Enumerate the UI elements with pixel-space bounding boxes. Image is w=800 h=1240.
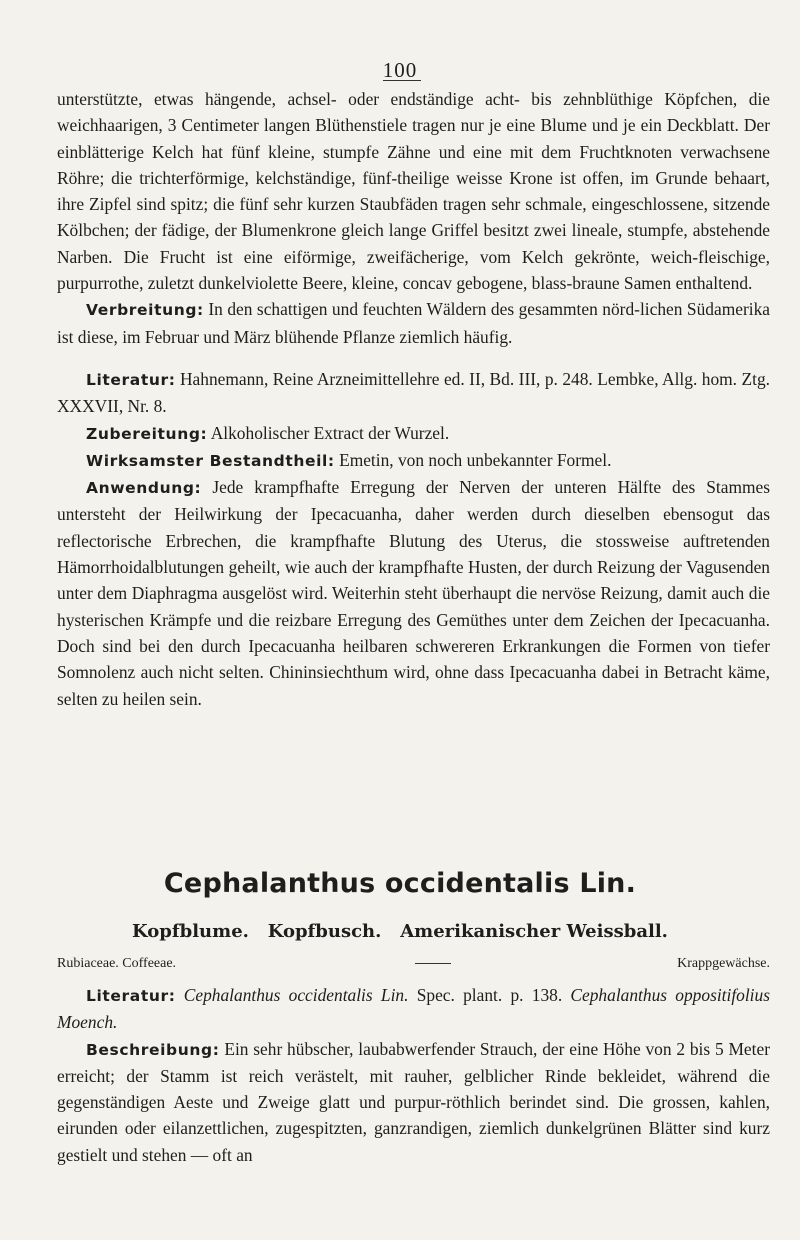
plant-title: Cephalanthus occidentalis Lin. <box>163 868 637 899</box>
page-number-rule <box>383 80 421 81</box>
cephalanthus-literatur-italic-a: Cephalanthus occidentalis Lin. <box>183 985 409 1005</box>
verbreitung-text: In den schattigen und feuchten Wäldern des gesammten nörd-lichen Südamerika ist diese, im Februar und März blühende Pflanze ziemlich häufig. <box>57 299 770 347</box>
page-number: 100 <box>382 58 418 82</box>
family-latin: Rubiaceae. Coffeeae. <box>57 956 177 971</box>
cephalanthus-literatur-text-a <box>176 985 184 1005</box>
zubereitung-label: Zubereitung: <box>86 424 208 443</box>
beschreibung-label: Beschreibung: <box>86 1040 220 1059</box>
family-row <box>57 956 770 978</box>
description-paragraph: unterstützte, etwas hängende, achsel- oder endständige acht- bis zehnblüthige Köpfchen, die weichhaarigen, 3 Centimeter langen Blüthenstiele tragen nur je eine Blume und je ein Deckblatt. Der einblätterige Kelch hat fünf kleine, stumpfe Zähne und eine mit dem Fruchtknoten verwachsene Röhre; die trichterförmige, kelchständige, fünf-theilige weisse Krone ist offen, im Grunde behaart, ihre Zipfel sind spitz; die fünf sehr kurzen Staubfäden tragen sehr schmale, eingeschlossene, sitzende Kölbchen; der fädige, der Blumenkrone gleich lange Griffel besitzt zwei lineale, stumpfe, abstehende Narben. Die Frucht ist eine eiförmige, zweifächerige, vom Kelch gekrönte, weich-fleischige, purpurrothe, zuletzt dunkelviolette Beere, kleine, concav gebogene, blass-braune Samen enthaltend. <box>57 89 770 294</box>
literatur-label: Literatur: <box>86 371 176 389</box>
ipecacuanha-sections <box>57 366 770 712</box>
literatur-text: Hahnemann, Reine Arzneimittellehre ed. II, Bd. III, p. 248. Lembke, Allg. hom. Ztg. XXXVII, Nr. 8. <box>57 369 770 417</box>
anwendung-paragraph <box>57 474 770 712</box>
bestandtheil-text: Emetin, von noch unbekannter Formel. <box>334 449 612 470</box>
cephalanthus-sections <box>57 982 770 1168</box>
zubereitung-paragraph <box>57 420 770 447</box>
plant-subtitle: Kopfblume. Kopfbusch. Amerikanischer Weissball. <box>132 921 668 942</box>
beschreibung-text: Ein sehr hübscher, laubabwerfender Strauch, der eine Höhe von 2 bis 5 Meter erreicht; der Stamm ist reich verästelt, mit rauher, gelblicher Rinde bekleidet, während die gegenständigen Aeste und Zweige glatt und purpur-röthlich berindet sind. Die grossen, kahlen, eirunden oder eilanzettlichen, zugespitzten, ganzrandigen, ziemlich dunkelgrünen Blätter sind kurz gestielt und stehen — oft an <box>57 1038 770 1165</box>
verbreitung-paragraph <box>57 296 770 350</box>
anwendung-label: Anwendung: <box>86 479 202 498</box>
anwendung-text: Jede krampfhafte Erregung der Nerven der unteren Hälfte des Stammes untersteht der Heilwirkung der Ipecacuanha, daher werden durch dieselben ebensogut das reflectorische Erbrechen, die krampfhafte Blutung des Uterus, die stossweise auftretenden Hämorrhoidalblutungen geheilt, wie auch der krampfhafte Husten, der durch Reizung der Vagusenden unter dem Diaphragma ausgelöst wird. Weiterhin steht überhaupt die nervöse Reizung, damit auch die hysterischen Krämpfe und die reizbare Erregung des Gemüthes unter dem Zeichen der Ipecacuanha. Doch sind bei den durch Ipecacuanha heilbaren schwereren Erkrankungen die Formen von tiefer Somnolenz auch nicht selten. Chininsiechthum wird, ohne dass Ipecacuanha dabei in Betracht käme, selten zu heilen sein. <box>57 477 770 709</box>
description-continuation <box>57 86 770 350</box>
zubereitung-text: Alkoholischer Extract der Wurzel. <box>207 422 450 443</box>
bestandtheil-label: Wirksamster Bestandtheil: <box>86 451 335 470</box>
family-rule <box>415 963 451 964</box>
cephalanthus-literatur-italic-b: Cephalanthus oppositifolius Moench. <box>57 985 770 1033</box>
beschreibung-paragraph <box>57 1036 770 1168</box>
verbreitung-label: Verbreitung: <box>86 301 204 320</box>
literatur-paragraph <box>57 366 770 420</box>
cephalanthus-literatur-paragraph <box>57 982 770 1036</box>
cephalanthus-literatur-text-b: Spec. plant. p. 138. <box>408 985 571 1005</box>
bestandtheil-paragraph <box>57 447 770 474</box>
family-german: Krappgewächse. <box>677 956 770 971</box>
cephalanthus-literatur-label: Literatur: <box>86 987 176 1005</box>
